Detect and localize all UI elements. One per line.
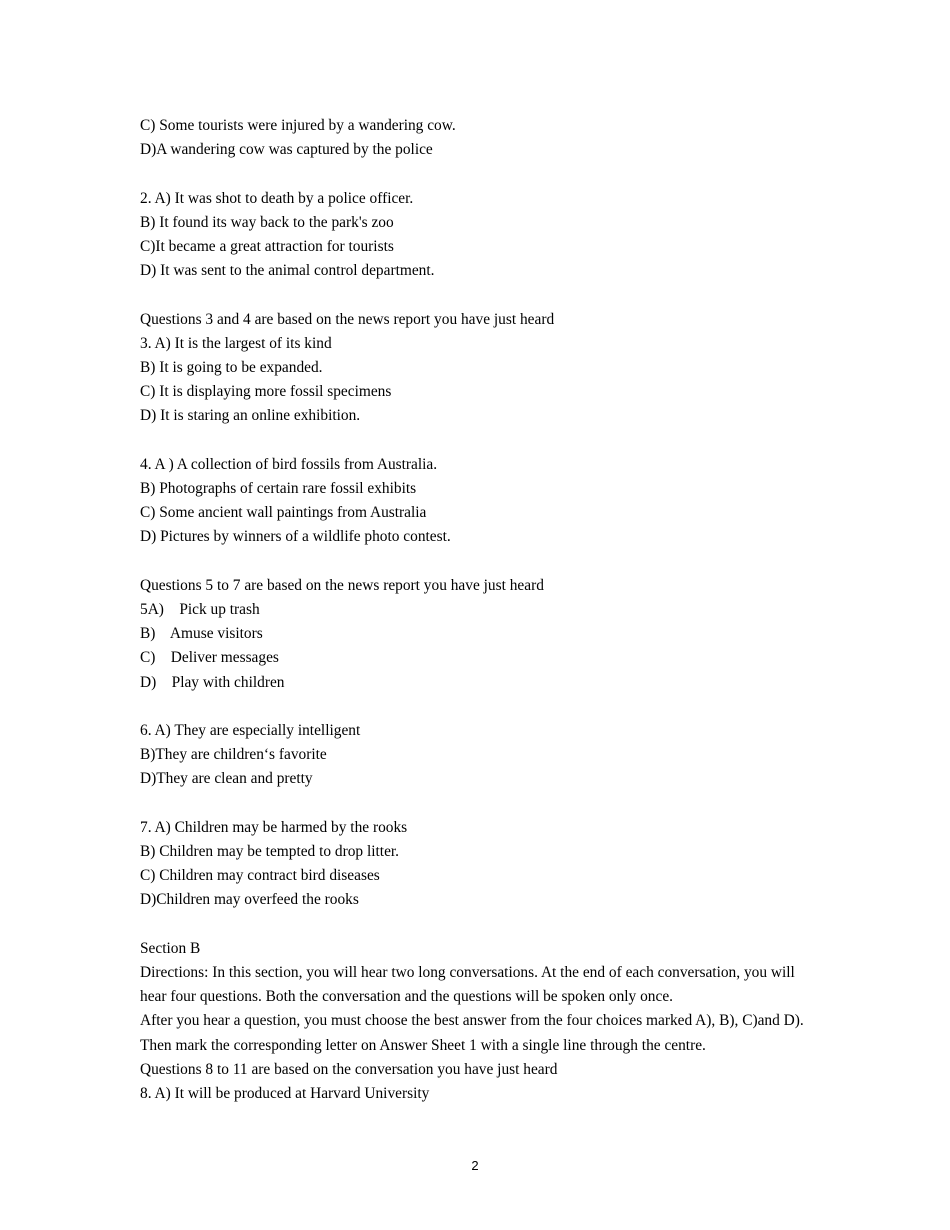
questions-3-4-intro: Questions 3 and 4 are based on the news report you have just heard — [140, 310, 555, 328]
section-b-instructions: After you hear a question, you must choose the best answer from the four choices marked A), B), C)and D). Then mark the corresponding letter on Answer Sheet 1 with a single line through the centre. — [140, 1012, 804, 1054]
q7-option-a: 7. A) Children may be harmed by the rooks — [140, 818, 408, 836]
questions-5-7-intro: Questions 5 to 7 are based on the news report you have just heard — [140, 576, 544, 594]
q5-option-d: D) Play with children — [140, 673, 285, 691]
q3-option-d: D) It is staring an online exhibition. — [140, 407, 361, 425]
q5-option-a: 5A) Pick up trash — [140, 601, 260, 618]
q8-option-a: 8. A) It will be produced at Harvard University — [140, 1085, 430, 1103]
q1-option-c: C) Some tourists were injured by a wandering cow. — [140, 117, 456, 134]
q7-option-d: D)Children may overfeed the rooks — [140, 891, 359, 909]
q3-option-c: C) It is displaying more fossil specimens — [140, 383, 392, 401]
q2-option-b: B) It found its way back to the park's zoo — [140, 213, 394, 231]
q4-option-d: D) Pictures by winners of a wildlife photo contest. — [140, 528, 451, 546]
document-body — [140, 114, 820, 1106]
q4-option-b: B) Photographs of certain rare fossil exhibits — [140, 480, 417, 497]
q3-option-a: 3. A) It is the largest of its kind — [140, 334, 332, 352]
q3-option-b: B) It is going to be expanded. — [140, 359, 323, 376]
q2-option-c: C)It became a great attraction for tourists — [140, 238, 394, 255]
q2-option-d: D) It was sent to the animal control department. — [140, 262, 435, 280]
q1-option-d: D)A wandering cow was captured by the police — [140, 141, 433, 159]
section-b-title: Section B — [140, 939, 201, 957]
q7-option-b: B) Children may be tempted to drop litter. — [140, 843, 400, 860]
q6-option-a: 6. A) They are especially intelligent — [140, 722, 361, 739]
questions-8-11-intro: Questions 8 to 11 are based on the conversation you have just heard — [140, 1060, 558, 1078]
page-number: 2 — [471, 1158, 479, 1173]
q4-option-c: C) Some ancient wall paintings from Australia — [140, 504, 427, 522]
q5-option-c: C) Deliver messages — [140, 649, 279, 667]
q7-option-c: C) Children may contract bird diseases — [140, 867, 380, 885]
q6-option-d: D)They are clean and pretty — [140, 770, 313, 788]
q5-option-b: B) Amuse visitors — [140, 625, 263, 643]
q4-option-a: 4. A ) A collection of bird fossils from Australia. — [140, 455, 438, 473]
section-b-directions: Directions: In this section, you will hear two long conversations. At the end of each conversation, you will hear four questions. Both the conversation and the questions will be spoken only once. — [140, 964, 795, 1006]
q2-option-a: 2. A) It was shot to death by a police officer. — [140, 189, 414, 207]
q6-option-b: B)They are children‘s favorite — [140, 746, 327, 764]
